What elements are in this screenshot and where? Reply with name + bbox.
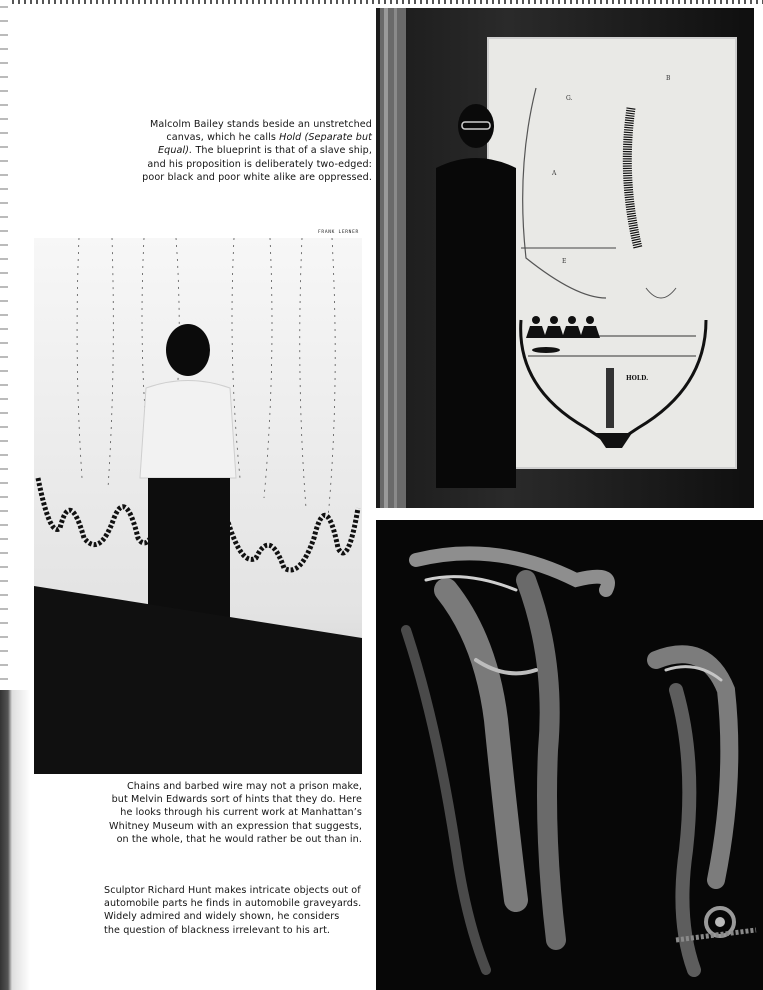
hunt-caption-line1: Sculptor Richard Hunt makes intricate objects out of [104, 885, 361, 896]
blueprint-label-g: G. [566, 95, 573, 102]
left-binding-shadow [0, 690, 30, 990]
hunt-caption [104, 884, 366, 937]
hunt-caption-line4: the question of blackness irrelevant to his art. [104, 924, 331, 936]
edwards-caption-line3: he looks through his current work at Manhattan’s [120, 807, 362, 819]
bailey-caption-line5: poor black and poor white alike are oppressed. [142, 171, 372, 183]
bailey-photo [376, 8, 754, 508]
hunt-caption-line2: automobile parts he finds in automobile graveyards. [104, 898, 362, 910]
bailey-caption-title: Hold (Separate but [279, 132, 372, 144]
photo-credit: FRANK LERNER [318, 230, 359, 235]
hunt-photo [376, 520, 763, 990]
blueprint-label-hold: HOLD. [626, 375, 649, 382]
edwards-caption-line2: but Melvin Edwards sort of hints that they do. Here [111, 794, 362, 806]
bailey-caption [132, 118, 372, 184]
edwards-photo [34, 238, 362, 774]
bailey-caption-line4: and his proposition is deliberately two-edged: [147, 158, 372, 170]
blueprint-label-e: E [562, 258, 567, 265]
hunt-caption-line3: Widely admired and widely shown, he considers [104, 911, 340, 923]
bailey-caption-line2: canvas, which he calls [166, 132, 280, 144]
top-dotted-rule [0, 0, 763, 4]
edwards-caption-line1: Chains and barbed wire may not a prison make, [126, 781, 362, 792]
edwards-caption-line5: on the whole, that he would rather be out than in. [116, 833, 362, 845]
bailey-caption-line1: Malcolm Bailey stands beside an unstretched [150, 119, 372, 130]
edwards-caption [86, 780, 362, 846]
blueprint-label-b: B [666, 75, 671, 82]
bailey-caption-line3: The blueprint is that of a slave ship, [192, 145, 372, 157]
bailey-caption-title-end: Equal). [158, 145, 193, 157]
blueprint-label-a: A [552, 170, 557, 177]
edwards-caption-line4: Whitney Museum with an expression that suggests, [109, 820, 362, 832]
